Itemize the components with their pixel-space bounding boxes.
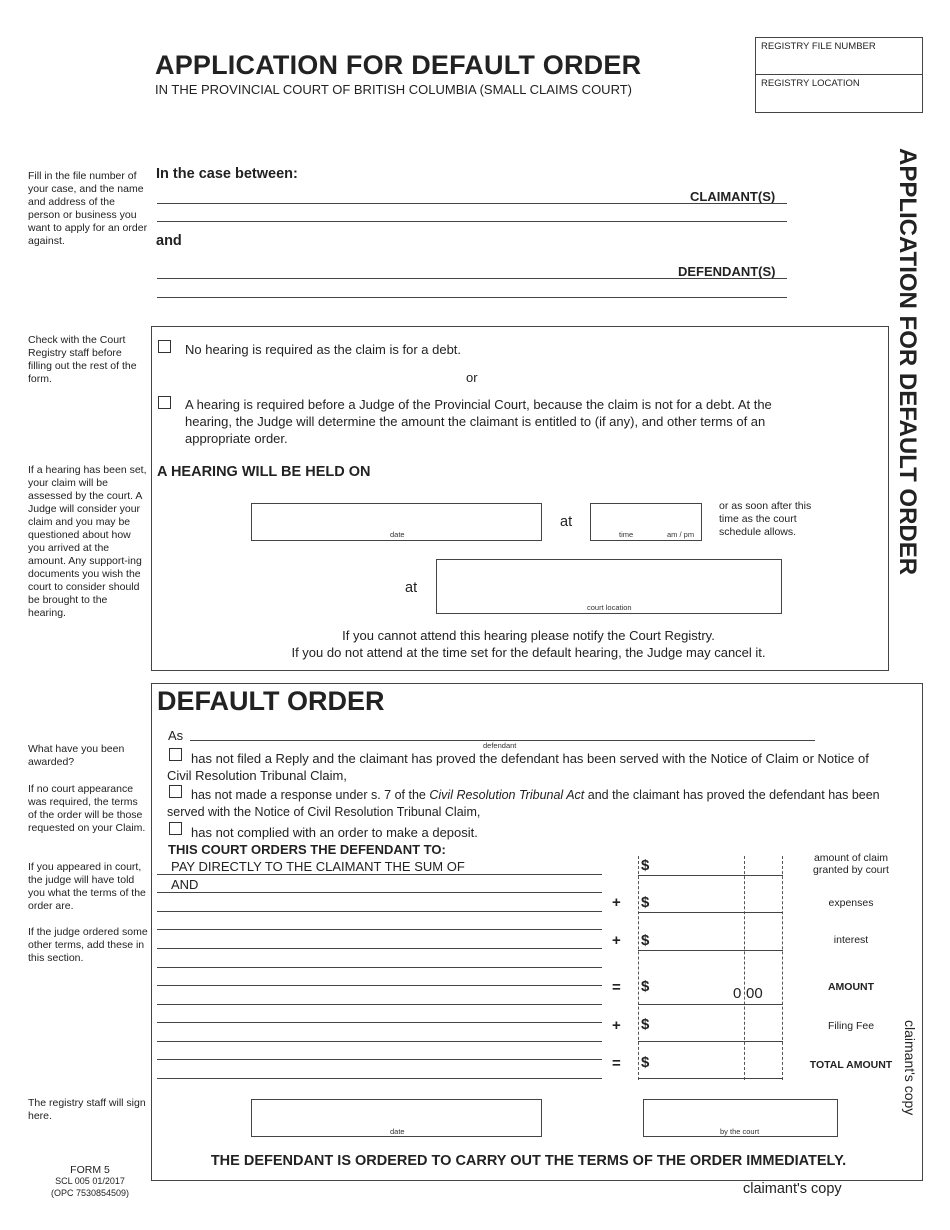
vertical-copy-label: claimant's copy <box>902 1020 918 1116</box>
money-divider <box>744 856 745 1080</box>
plus-sign: + <box>612 894 621 911</box>
hearing-section <box>151 326 889 671</box>
filing-fee-label: Filing Fee <box>827 1020 875 1032</box>
equals-sign: = <box>612 979 621 996</box>
vertical-title: APPLICATION FOR DEFAULT ORDER <box>894 148 921 576</box>
note-other-terms: If the judge ordered some other terms, add these in this section. <box>28 926 148 964</box>
soon-after-text: or as soon after this time as the court schedule allows. <box>719 500 812 538</box>
term-line[interactable] <box>157 1078 602 1079</box>
dollar-sign: $ <box>641 1054 650 1071</box>
form-title: APPLICATION FOR DEFAULT ORDER <box>155 50 642 80</box>
dollar-sign: $ <box>641 857 650 874</box>
defendant-line-2[interactable] <box>157 297 787 298</box>
interest-label: interest <box>833 934 869 946</box>
hearing-time-field[interactable] <box>590 503 702 541</box>
interest-field[interactable] <box>638 950 783 951</box>
expenses-field[interactable] <box>638 912 783 913</box>
by-court-label: by the court <box>720 1127 760 1136</box>
claimants-label: CLAIMANT(S) <box>690 189 776 204</box>
pay-directly-text: PAY DIRECTLY TO THE CLAIMANT THE SUM OF <box>171 859 465 874</box>
at-label-1: at <box>560 514 573 530</box>
hearing-held-on-heading: A HEARING WILL BE HELD ON <box>157 464 371 480</box>
amount-dollars-value: 0 <box>733 985 742 1002</box>
and-label: and <box>156 233 182 249</box>
and-text: AND <box>171 877 199 892</box>
default-order-heading: DEFAULT ORDER <box>157 686 385 716</box>
court-location-field[interactable] <box>436 559 782 614</box>
registry-box <box>755 37 923 113</box>
registry-file-number-label: REGISTRY FILE NUMBER <box>761 41 876 52</box>
no-reply-text: has not filed a Reply and the claimant has proved the defendant has been served with the Notice of Claim or Notice of Civil Resolution Tribunal Claim, <box>167 751 869 783</box>
note-appeared: If you appeared in court, the judge will have told you what the terms of the order are. <box>28 861 146 912</box>
amount-claim-field[interactable] <box>638 875 783 876</box>
hearing-time-label: time <box>619 530 634 539</box>
note-hearing: If a hearing has been set, your claim will be assessed by the court. A Judge will consider your claim and you may be questioned about how you arrived at the amount. Any support-ing documents you wish the court to consider should be brought to the hearing. <box>28 464 147 619</box>
dollar-sign: $ <box>641 1016 650 1033</box>
term-line[interactable] <box>157 985 602 986</box>
amount-cents-value: 00 <box>746 985 763 1002</box>
registry-file-number-field[interactable] <box>756 38 922 74</box>
total-amount-label: TOTAL AMOUNT <box>809 1059 893 1071</box>
order-date-field[interactable] <box>251 1099 542 1137</box>
form-code: SCL 005 01/2017 <box>55 1176 125 1186</box>
total-amount-field[interactable] <box>638 1078 783 1079</box>
claimant-line-2[interactable] <box>157 221 787 222</box>
equals-sign: = <box>612 1055 621 1072</box>
note-check-registry: Check with the Court Registry staff before filling out the rest of the form. <box>28 334 137 385</box>
term-line[interactable] <box>157 874 602 875</box>
order-date-label: date <box>390 1127 405 1136</box>
money-divider <box>638 856 639 1080</box>
amount-claim-label: amount of claim granted by court <box>813 852 889 876</box>
notice-line-2: If you do not attend at the time set for the default hearing, the Judge may cancel it. <box>291 645 766 660</box>
form-opc: (OPC 7530854509) <box>50 1188 130 1198</box>
registry-location-field[interactable] <box>756 74 922 110</box>
order-footer-text: THE DEFENDANT IS ORDERED TO CARRY OUT THE TERMS OF THE ORDER IMMEDIATELY. <box>210 1153 847 1169</box>
term-line[interactable] <box>157 892 602 893</box>
defendants-label: DEFENDANT(S) <box>678 264 776 279</box>
term-line[interactable] <box>157 929 602 930</box>
no-response-text: has not made a response under s. 7 of the Civil Resolution Tribunal Act and the claimant has proved the defendant has been served with the Notice of Civil Resolution Tribunal Claim, <box>167 788 880 819</box>
note-fill-in: Fill in the file number of your case, and the name and address of the person or business you want to apply for an order against. <box>28 170 148 247</box>
defendant-label: defendant <box>483 741 517 750</box>
hearing-date-label: date <box>390 530 405 539</box>
claimant-line-1[interactable] <box>157 203 787 204</box>
hearing-required-checkbox[interactable] <box>158 396 171 409</box>
dollar-sign: $ <box>641 894 650 911</box>
dollar-sign: $ <box>641 978 650 995</box>
hearing-ampm-label: am / pm <box>667 530 695 539</box>
money-divider <box>782 856 783 1080</box>
notice-line-1: If you cannot attend this hearing please notify the Court Registry. <box>342 628 715 643</box>
term-line[interactable] <box>157 948 602 949</box>
no-deposit-checkbox[interactable] <box>169 822 182 835</box>
hearing-required-text: A hearing is required before a Judge of the Provincial Court, because the claim is not for a debt. At the hearing, the Judge will determine the amount the claimant is entitled to (if any), and other terms of an appropriate order. <box>185 397 772 446</box>
amount-label: AMOUNT <box>827 981 875 993</box>
court-location-label: court location <box>587 603 632 612</box>
no-hearing-text: No hearing is required as the claim is for a debt. <box>185 342 462 357</box>
case-between-label: In the case between: <box>156 166 298 182</box>
registry-location-label: REGISTRY LOCATION <box>761 78 860 89</box>
term-line[interactable] <box>157 1022 602 1023</box>
at-label-2: at <box>405 580 418 596</box>
no-deposit-text: has not complied with an order to make a deposit. <box>191 825 478 840</box>
as-label: As <box>168 728 184 743</box>
note-no-appearance: If no court appearance was required, the terms of the order will be those requested on your Claim. <box>28 783 146 834</box>
or-label: or <box>466 370 478 385</box>
form-subtitle: IN THE PROVINCIAL COURT OF BRITISH COLUMBIA (SMALL CLAIMS COURT) <box>155 82 632 97</box>
term-line[interactable] <box>157 967 602 968</box>
note-awarded: What have you been awarded? <box>28 743 125 768</box>
note-registry-sign: The registry staff will sign here. <box>28 1097 146 1122</box>
form-number: FORM 5 <box>70 1164 110 1176</box>
filing-fee-field[interactable] <box>638 1041 783 1042</box>
plus-sign: + <box>612 932 621 949</box>
amount-field[interactable] <box>638 1004 783 1005</box>
plus-sign: + <box>612 1017 621 1034</box>
by-court-signature-field[interactable] <box>643 1099 838 1137</box>
hearing-date-field[interactable] <box>251 503 542 541</box>
no-hearing-checkbox[interactable] <box>158 340 171 353</box>
copy-label: claimant's copy <box>743 1181 842 1197</box>
defendant-line-1[interactable] <box>157 278 787 279</box>
term-line[interactable] <box>157 1041 602 1042</box>
expenses-label: expenses <box>828 897 874 909</box>
term-line[interactable] <box>157 1004 602 1005</box>
orders-heading: THIS COURT ORDERS THE DEFENDANT TO: <box>168 842 446 857</box>
dollar-sign: $ <box>641 932 650 949</box>
term-line[interactable] <box>157 911 602 912</box>
term-line[interactable] <box>157 1059 602 1060</box>
